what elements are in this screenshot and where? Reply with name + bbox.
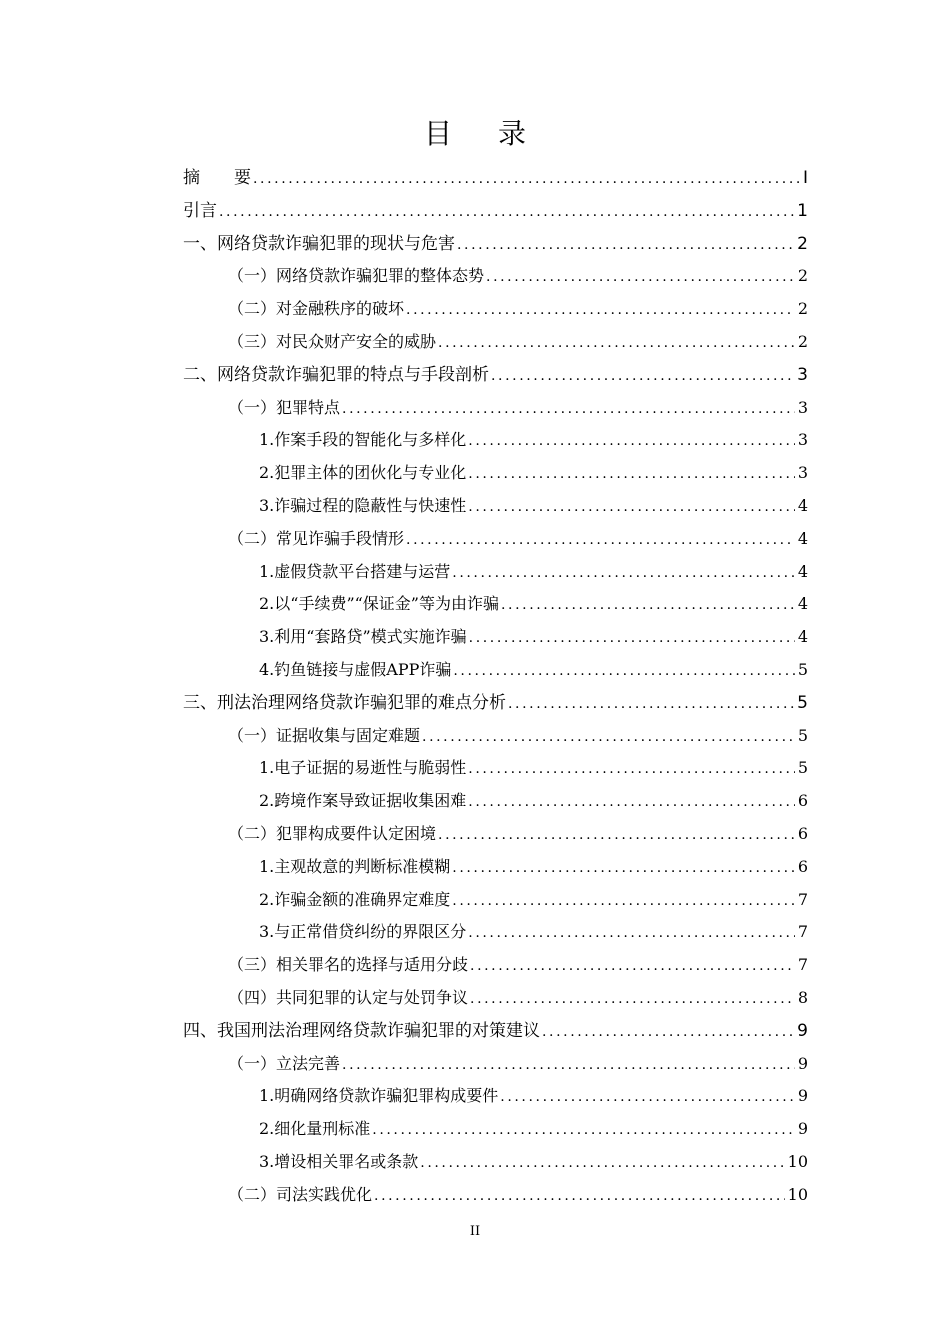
toc-entry[interactable] [183, 621, 808, 654]
toc-entry-page: 7 [797, 889, 808, 909]
toc-entry[interactable] [183, 720, 808, 753]
toc-entry-label: 引言 [183, 200, 217, 221]
toc-entry[interactable] [183, 1146, 808, 1179]
toc-dot-leader [438, 327, 795, 359]
toc-entry-page: 2 [797, 233, 808, 254]
toc-dot-leader [372, 1114, 795, 1146]
toc-entry[interactable] [183, 654, 808, 687]
toc-entry-label: （二）犯罪构成要件认定困境 [228, 823, 437, 843]
toc-entry-page: 10 [787, 1151, 808, 1171]
toc-entry[interactable] [183, 195, 808, 228]
toc-entry-page: 6 [797, 823, 808, 843]
toc-dot-leader [468, 458, 795, 490]
toc-entry-page: 4 [797, 594, 808, 614]
toc-entry-label: 3.利用“套路贷”模式实施诈骗 [259, 627, 467, 647]
toc-dot-leader [452, 852, 795, 884]
toc-entry-page: 4 [797, 627, 808, 647]
toc-entry[interactable] [183, 260, 808, 293]
toc-entry[interactable] [183, 556, 808, 589]
toc-dot-leader [508, 688, 794, 720]
toc-dot-leader [468, 753, 795, 785]
toc-entry-label: （一）立法完善 [228, 1053, 341, 1073]
toc-dot-leader [342, 393, 795, 425]
toc-dot-leader [468, 786, 795, 818]
toc-entry[interactable] [183, 490, 808, 523]
toc-dot-leader [491, 360, 794, 392]
toc-entry[interactable] [183, 1015, 808, 1048]
toc-dot-leader [374, 1180, 785, 1212]
toc-dot-leader [452, 885, 795, 917]
toc-entry-label: （一）证据收集与固定难题 [228, 725, 421, 745]
toc-entry[interactable] [183, 326, 808, 359]
toc-entry-label: 1.电子证据的易逝性与脆弱性 [259, 758, 467, 778]
toc-entry-page: 3 [797, 397, 808, 417]
toc-entry-page: 5 [797, 725, 808, 745]
toc-entry[interactable] [183, 851, 808, 884]
toc-entry-page: 9 [797, 1053, 808, 1073]
toc-entry[interactable] [183, 982, 808, 1015]
toc-entry[interactable] [183, 1179, 808, 1212]
toc-entry-label: 1.主观故意的判断标准模糊 [259, 856, 451, 876]
toc-entry-page: 4 [797, 561, 808, 581]
toc-entry[interactable] [183, 1080, 808, 1113]
toc-entry-label: 3.增设相关罪名或条款 [259, 1151, 419, 1171]
toc-dot-leader [219, 196, 794, 228]
toc-entry[interactable] [183, 523, 808, 556]
toc-entry-page: 3 [797, 364, 808, 385]
toc-entry-page: 7 [797, 955, 808, 975]
toc-entry-label: 四、我国刑法治理网络贷款诈骗犯罪的对策建议 [183, 1020, 540, 1041]
toc-entry-label: （四）共同犯罪的认定与处罚争议 [228, 987, 469, 1007]
toc-entry-page: 10 [787, 1184, 808, 1204]
toc-entry[interactable] [183, 392, 808, 425]
toc-entry-page: 3 [797, 463, 808, 483]
toc-entry-page: 2 [797, 331, 808, 351]
toc-entry-page: 7 [797, 922, 808, 942]
page-number: II [469, 1224, 481, 1239]
toc-entry[interactable] [183, 752, 808, 785]
toc-entry-label: （二）常见诈骗手段情形 [228, 528, 405, 548]
toc-dot-leader [422, 721, 795, 753]
toc-entry[interactable] [183, 1048, 808, 1081]
toc-entry-label: 2.诈骗金额的准确界定难度 [259, 889, 451, 909]
toc-entry-label: 2.细化量刑标准 [259, 1119, 371, 1139]
toc-entry-page: 1 [797, 200, 808, 221]
toc-entry[interactable] [183, 1113, 808, 1146]
title-char-first: 目 [423, 117, 452, 150]
toc-entry-label: （二）对金融秩序的破坏 [228, 299, 405, 319]
toc-entry-page: I [802, 168, 808, 188]
toc-entry-page: 5 [797, 758, 808, 778]
toc-entry-page: 2 [797, 299, 808, 319]
toc-entry-label: 3.诈骗过程的隐蔽性与快速性 [259, 495, 467, 515]
toc-entry-label: 三、刑法治理网络贷款诈骗犯罪的难点分析 [183, 692, 506, 713]
toc-entry[interactable] [183, 424, 808, 457]
toc-dot-leader [406, 524, 795, 556]
toc-entry-page: 3 [797, 430, 808, 450]
toc-dot-leader [253, 163, 800, 195]
toc-entry-page: 4 [797, 495, 808, 515]
toc-entry-page: 9 [797, 1086, 808, 1106]
toc-dot-leader [420, 1147, 784, 1179]
toc-dot-leader [486, 261, 795, 293]
toc-entry-page: 5 [797, 659, 808, 679]
toc-dot-leader [453, 655, 794, 687]
toc-entry-label: （二）司法实践优化 [228, 1184, 373, 1204]
toc-dot-leader [470, 950, 795, 982]
toc-entry-label: 2.犯罪主体的团伙化与专业化 [259, 463, 467, 483]
toc-dot-leader [500, 1081, 795, 1113]
toc-entry[interactable] [183, 228, 808, 261]
toc-entry-page: 6 [797, 791, 808, 811]
toc-entry-label: （一）犯罪特点 [228, 397, 341, 417]
toc-dot-leader [468, 917, 795, 949]
toc-entry[interactable] [183, 785, 808, 818]
toc-entry-page: 6 [797, 856, 808, 876]
title-char-second: 录 [498, 117, 527, 150]
toc-dot-leader [470, 983, 795, 1015]
toc-dot-leader [457, 229, 794, 261]
toc-dot-leader [406, 294, 795, 326]
page-title [0, 112, 950, 156]
toc-entry-page: 8 [797, 987, 808, 1007]
toc-entry-label: （三）相关罪名的选择与适用分歧 [228, 955, 469, 975]
toc-entry[interactable] [183, 588, 808, 621]
toc-entry[interactable] [183, 293, 808, 326]
toc-entry-label: 一、网络贷款诈骗犯罪的现状与危害 [183, 233, 455, 254]
toc-entry-label: 摘 要 [183, 168, 251, 188]
toc-entry-page: 4 [797, 528, 808, 548]
toc-dot-leader [501, 589, 795, 621]
toc-entry-label: 2.跨境作案导致证据收集困难 [259, 791, 467, 811]
toc-entry[interactable] [183, 884, 808, 917]
toc-entry-label: 3.与正常借贷纠纷的界限区分 [259, 922, 467, 942]
toc-entry[interactable] [183, 916, 808, 949]
toc-entry[interactable] [183, 687, 808, 720]
toc-entry[interactable] [183, 818, 808, 851]
toc-entry-label: 4.钓鱼链接与虚假APP诈骗 [259, 659, 452, 679]
toc-dot-leader [468, 425, 795, 457]
toc-dot-leader [468, 491, 795, 523]
toc-entry[interactable] [183, 457, 808, 490]
toc-entry[interactable] [183, 949, 808, 982]
toc-entry[interactable] [183, 162, 808, 195]
toc-dot-leader [469, 622, 795, 654]
toc-dot-leader [452, 557, 795, 589]
toc-entry-page: 2 [797, 266, 808, 286]
toc-entry-page: 5 [797, 692, 808, 713]
toc-entry-label: 1.明确网络贷款诈骗犯罪构成要件 [259, 1086, 499, 1106]
toc-dot-leader [542, 1016, 794, 1048]
toc-dot-leader [342, 1049, 795, 1081]
toc-entry-label: 2.以“手续费”“保证金”等为由诈骗 [259, 594, 499, 614]
toc-entry-label: 1.虚假贷款平台搭建与运营 [259, 561, 451, 581]
toc-entry-page: 9 [797, 1119, 808, 1139]
toc-entry-label: （一）网络贷款诈骗犯罪的整体态势 [228, 266, 485, 286]
toc-entry[interactable] [183, 359, 808, 392]
toc-entry-label: 二、网络贷款诈骗犯罪的特点与手段剖析 [183, 364, 489, 385]
table-of-contents [183, 162, 808, 1212]
toc-dot-leader [438, 819, 795, 851]
toc-entry-label: 1.作案手段的智能化与多样化 [259, 430, 467, 450]
toc-entry-label: （三）对民众财产安全的威胁 [228, 331, 437, 351]
toc-entry-page: 9 [797, 1020, 808, 1041]
